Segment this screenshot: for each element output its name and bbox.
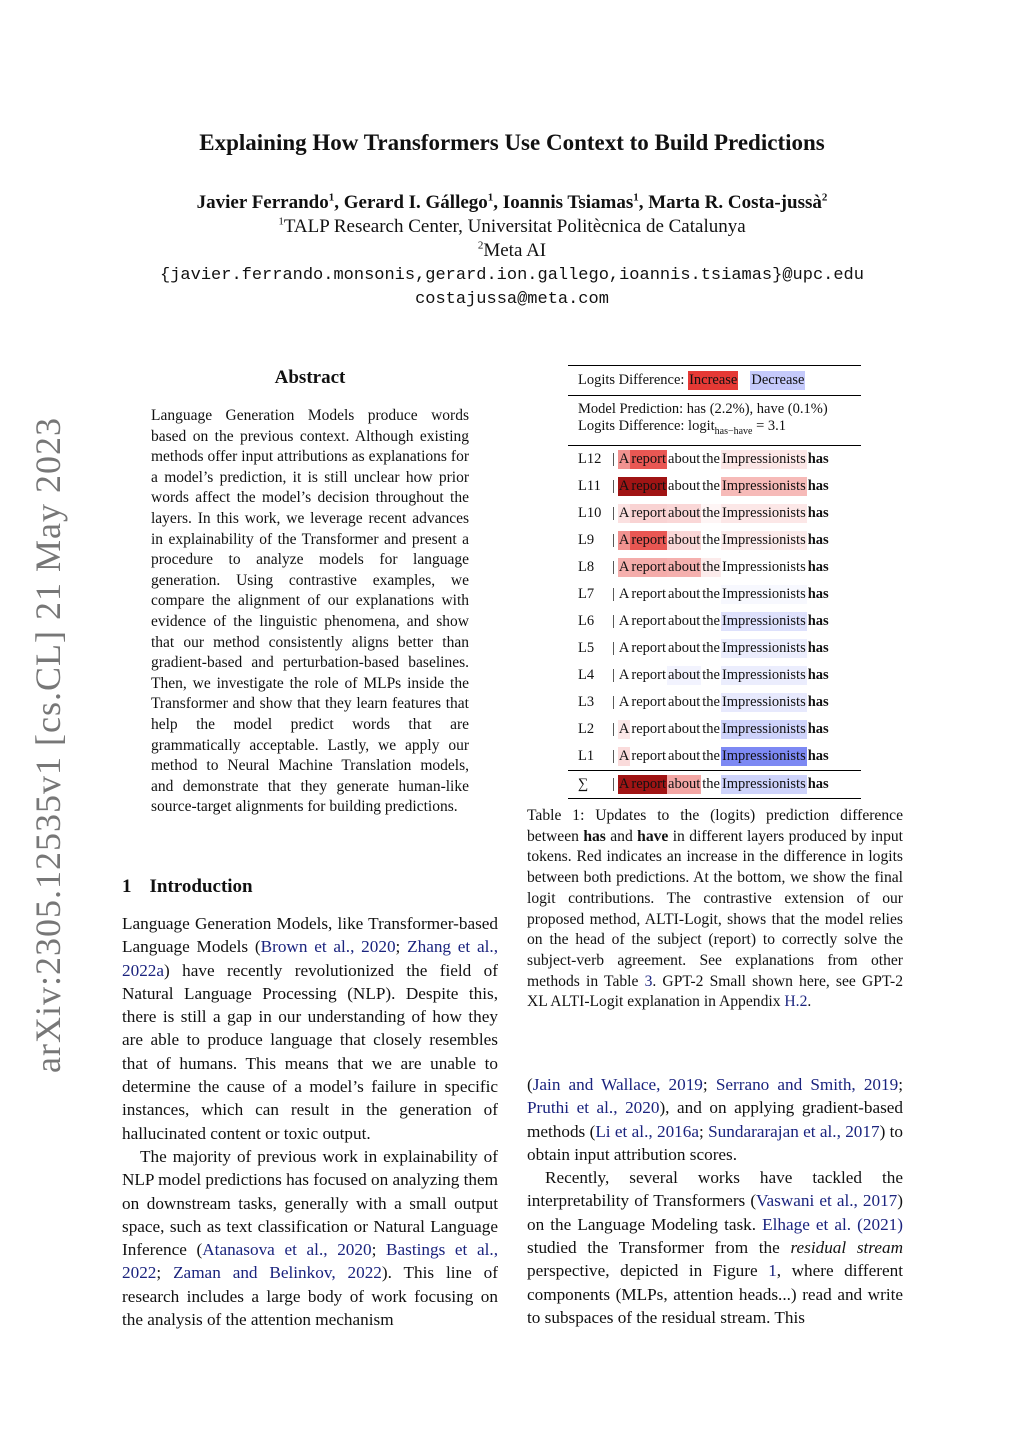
citation-link[interactable]: Atanasova et al., 2020 xyxy=(202,1240,372,1260)
table-prediction-info xyxy=(568,396,861,445)
citation-link[interactable]: Bastings et al., 2022 xyxy=(122,1240,498,1283)
token-cell: has xyxy=(807,747,829,764)
row-separator: | xyxy=(612,747,615,764)
token-cell: A xyxy=(618,558,630,575)
layer-label: L6 xyxy=(578,612,595,629)
left-column-body xyxy=(122,912,498,1331)
row-separator: | xyxy=(612,693,615,710)
token-cell: Impressionists xyxy=(721,747,806,764)
token-cell: about xyxy=(668,747,701,764)
table-bottom-rule xyxy=(568,798,861,799)
token-cell: report xyxy=(631,693,667,710)
citation-link[interactable]: Sundararajan et al., 2017 xyxy=(708,1121,880,1141)
row-separator: | xyxy=(612,558,615,575)
token-cell: has xyxy=(807,477,829,494)
token-cell: the xyxy=(702,558,720,575)
paper-title: Explaining How Transformers Use Context to Build Predictions xyxy=(199,130,825,155)
token-cell: has xyxy=(807,450,829,467)
token-cell: report xyxy=(631,585,667,602)
layer-label: L2 xyxy=(578,720,595,737)
section-heading-introduction: 1 Introduction xyxy=(122,876,253,897)
token-cell: has xyxy=(807,693,829,710)
token-cell: report xyxy=(631,775,667,792)
author-name: Gerard I. Gállego xyxy=(343,192,488,213)
token-cell: A xyxy=(618,531,630,548)
token-cell: A xyxy=(618,747,630,764)
token-cell: the xyxy=(702,504,720,521)
arxiv-side-stamp xyxy=(8,417,88,1073)
email-line-2: costajussa@meta.com xyxy=(415,290,609,309)
layer-row xyxy=(568,554,861,581)
layer-row xyxy=(568,473,861,500)
layer-row xyxy=(568,581,861,608)
token-cell: A xyxy=(618,612,630,629)
table-ref-link[interactable]: 3 xyxy=(644,972,653,990)
intro-paragraph-2: The majority of previous work in explainability of NLP model predictions has focused on analyzing them on downstream tasks, generally with a small output space, such as text classification or Natural Language Inference (Atanasova et al., 2020; Bastings et al., 2022; Zaman and Belinkov, 2022). This line of research includes a large body of work focusing on the analysis of the attention mechanism xyxy=(122,1146,498,1330)
layer-label: L5 xyxy=(578,639,595,656)
intro-paragraph-3: Recently, several works have tackled the interpretability of Transformers (Vaswani et al., 2017) on the Language Modeling task. Elhage et al. (2021) studied the Transformer from the residual stream perspective, depicted in Figure 1, where different components (MLPs, attention heads...) read and write to subspaces of the residual stream. This xyxy=(527,1168,904,1327)
layer-label: L7 xyxy=(578,585,595,602)
layer-row xyxy=(568,716,861,743)
token-cell: report xyxy=(631,639,667,656)
token-cell: the xyxy=(702,450,720,467)
token-cell: has xyxy=(807,531,829,548)
citation-link[interactable]: Pruthi et al., 2020 xyxy=(527,1098,660,1118)
token-cell: the xyxy=(702,612,720,629)
token-cell: has xyxy=(807,639,829,656)
token-cell: report xyxy=(631,450,667,467)
token-cell: the xyxy=(702,720,720,737)
row-separator: | xyxy=(612,775,615,792)
token-cell: about xyxy=(668,693,701,710)
row-separator: | xyxy=(612,639,615,656)
token-cell: Impressionists xyxy=(721,693,806,710)
token-cell: Impressionists xyxy=(721,720,806,737)
layer-row xyxy=(568,446,861,473)
table-sum-row xyxy=(568,771,861,798)
arxiv-identifier: arXiv:2305.12535v1 [cs.CL] 21 May 2023 xyxy=(28,417,68,1073)
abstract-text: Language Generation Models produce words based on the previous context. Although existing methods offer input attributions as explanations for a model’s prediction, it is still unclear how prior words affect the model’s decision throughout the layers. In this work, we leverage recent advances in explainability of the Transformer and present a procedure to analyze models for language generation. Using contrastive examples, we compare the alignment of our explanations with evidence of the linguistic phenomena, and show that our method consistently aligns better than gradient-based and perturbation-based baselines. Then, we investigate the role of MLPs inside the Transformer and show that they learn features that help the model predict words that are grammatically acceptable. Lastly, we apply our method to Neural Machine Translation models, and demonstrate that they generate human-like source-target alignments for building predictions. xyxy=(151,407,469,816)
token-cell: report xyxy=(631,504,667,521)
layer-row xyxy=(568,635,861,662)
token-cell: report xyxy=(631,720,667,737)
token-cell: about xyxy=(668,666,701,683)
table-legend: Logits Difference: Increase Decrease xyxy=(578,372,805,388)
token-cell: has xyxy=(807,558,829,575)
layer-row xyxy=(568,527,861,554)
token-cell: about xyxy=(668,477,701,494)
author-name: Javier Ferrando xyxy=(196,192,329,213)
table-layer-rows xyxy=(568,446,861,770)
token-cell: A xyxy=(618,720,630,737)
token-cell: the xyxy=(702,775,720,792)
legend-increase-swatch: Increase xyxy=(689,372,738,388)
layer-label: L1 xyxy=(578,747,595,764)
citation-link[interactable]: Brown et al., 2020 xyxy=(260,937,396,957)
row-separator: | xyxy=(612,585,615,602)
token-cell: about xyxy=(668,585,701,602)
token-cell: Impressionists xyxy=(721,477,806,494)
token-cell: the xyxy=(702,531,720,548)
citation-link[interactable]: Elhage et al. (2021) xyxy=(762,1214,904,1234)
token-cell: Impressionists xyxy=(721,775,806,792)
token-cell: the xyxy=(702,477,720,494)
token-cell: has xyxy=(807,585,829,602)
row-separator: | xyxy=(612,531,615,548)
author-name: Ioannis Tsiamas xyxy=(502,192,634,213)
token-cell: has xyxy=(807,504,829,521)
row-separator: | xyxy=(612,666,615,683)
token-cell: about xyxy=(668,720,701,737)
token-cell: about xyxy=(668,558,701,575)
token-cell: Impressionists xyxy=(721,639,806,656)
token-cell: about xyxy=(668,775,701,792)
layer-label: ∑ xyxy=(578,775,589,792)
right-column-body xyxy=(527,1073,903,1329)
token-cell: report xyxy=(631,612,667,629)
layer-row xyxy=(568,608,861,635)
token-cell: has xyxy=(807,775,829,792)
layer-label: L11 xyxy=(578,477,601,494)
table-1 xyxy=(568,365,861,799)
token-cell: Impressionists xyxy=(721,666,806,683)
legend-decrease-swatch: Decrease xyxy=(751,372,805,388)
token-cell: A xyxy=(618,639,630,656)
token-cell: A xyxy=(618,477,630,494)
token-cell: A xyxy=(618,585,630,602)
token-cell: about xyxy=(668,531,701,548)
citation-link[interactable]: Vaswani et al., 2017 xyxy=(756,1191,898,1211)
layer-label: L10 xyxy=(578,504,602,521)
token-cell: A xyxy=(618,775,630,792)
intro-paragraph-2-cont: (Jain and Wallace, 2019; Serrano and Smith, 2019; Pruthi et al., 2020), and on applying gradient-based methods (Li et al., 2016a; Sundararajan et al., 2017) to obtain input attribution scores. xyxy=(527,1075,904,1164)
figure-ref-link[interactable]: 1 xyxy=(768,1261,777,1281)
token-cell: Impressionists xyxy=(721,504,806,521)
token-cell: A xyxy=(618,693,630,710)
layer-row xyxy=(568,662,861,689)
email-line-1: {javier.ferrando.monsonis,gerard.ion.gallego,ioannis.tsiamas}@upc.edu xyxy=(160,266,864,285)
row-separator: | xyxy=(612,612,615,629)
row-separator: | xyxy=(612,477,615,494)
token-cell: Impressionists xyxy=(721,450,806,467)
layer-label: L4 xyxy=(578,666,595,683)
layer-label: L12 xyxy=(578,450,602,467)
intro-paragraph-1: Language Generation Models, like Transformer-based Language Models (Brown et al., 2020; Zhang et al., 2022a) have recently revolutionized the field of Natural Language Processing (NLP). Despite this, there is still a gap in our understanding of how they are able to produce language that closely resembles that of humans. This means that we are unable to determine the cause of a model’s failure in specific instances, which can result in the generation of hallucinated content or toxic output. xyxy=(122,914,498,1143)
token-cell: has xyxy=(807,720,829,737)
token-cell: Impressionists xyxy=(721,531,806,548)
token-cell: Impressionists xyxy=(721,585,806,602)
author-name: Marta R. Costa-jussà xyxy=(648,192,822,213)
sum-row xyxy=(568,771,861,798)
token-cell: A xyxy=(618,504,630,521)
citation-link[interactable]: Li et al., 2016a xyxy=(595,1121,699,1141)
row-separator: | xyxy=(612,450,615,467)
token-cell: the xyxy=(702,666,720,683)
layer-label: L3 xyxy=(578,693,595,710)
affiliation-1: $^1$TALP Research Center, Universitat Politècnica de Catalunya xyxy=(278,215,746,237)
affiliation-2: $^2$Meta AI xyxy=(477,239,547,261)
appendix-ref-link[interactable]: H.2 xyxy=(784,993,808,1011)
token-cell: has xyxy=(807,612,829,629)
token-cell: about xyxy=(668,504,701,521)
row-separator: | xyxy=(612,504,615,521)
token-cell: report xyxy=(631,666,667,683)
token-cell: report xyxy=(631,531,667,548)
layer-row xyxy=(568,743,861,770)
token-cell: A xyxy=(618,450,630,467)
token-cell: report xyxy=(631,747,667,764)
layer-label: L8 xyxy=(578,558,595,575)
table-caption: Table 1: Updates to the (logits) prediction difference between has and have in different layers produced by input tokens. Red indicates an increase in the difference in logits between both predictions. At the bottom, we show the final logit contributions. The contrastive extension of our proposed method, ALTI-Logit, shows that the model relies on the head of the subject (report) to correctly solve the subject-verb agreement. See explanations from other methods in Table 3. GPT-2 Small shown here, see GPT-2 XL ALTI-Logit explanation in Appendix H.2. xyxy=(527,807,903,1011)
layer-row xyxy=(568,689,861,716)
token-cell: A xyxy=(618,666,630,683)
author-list: Javier Ferrando$^1$, Gerard I. Gállego$^1$, Ioannis Tsiamas$^1$, Marta R. Costa-jussà$^2$ xyxy=(196,191,828,213)
token-cell: about xyxy=(668,450,701,467)
token-cell: the xyxy=(702,585,720,602)
token-cell: has xyxy=(807,666,829,683)
token-cell: about xyxy=(668,639,701,656)
token-cell: the xyxy=(702,639,720,656)
token-cell: the xyxy=(702,693,720,710)
row-separator: | xyxy=(612,720,615,737)
token-cell: about xyxy=(668,612,701,629)
logit-difference: Logits Difference: logit$_{has-have}$ = 3.1 xyxy=(578,418,787,437)
citation-link[interactable]: Jain and Wallace, 2019 xyxy=(532,1075,703,1094)
citation-link[interactable]: Zhang et al., 2022a xyxy=(122,937,498,980)
token-cell: report xyxy=(631,558,667,575)
model-prediction: Model Prediction: has (2.2%), have (0.1%) xyxy=(578,401,828,417)
token-cell: report xyxy=(631,477,667,494)
layer-row xyxy=(568,500,861,527)
token-cell: the xyxy=(702,747,720,764)
layer-label: L9 xyxy=(578,531,595,548)
token-cell: Impressionists xyxy=(721,612,806,629)
citation-link[interactable]: Serrano and Smith, 2019 xyxy=(715,1075,899,1094)
abstract-heading: Abstract xyxy=(274,367,346,388)
token-cell: Impressionists xyxy=(721,558,806,575)
citation-link[interactable]: Zaman and Belinkov, 2022 xyxy=(173,1263,382,1283)
